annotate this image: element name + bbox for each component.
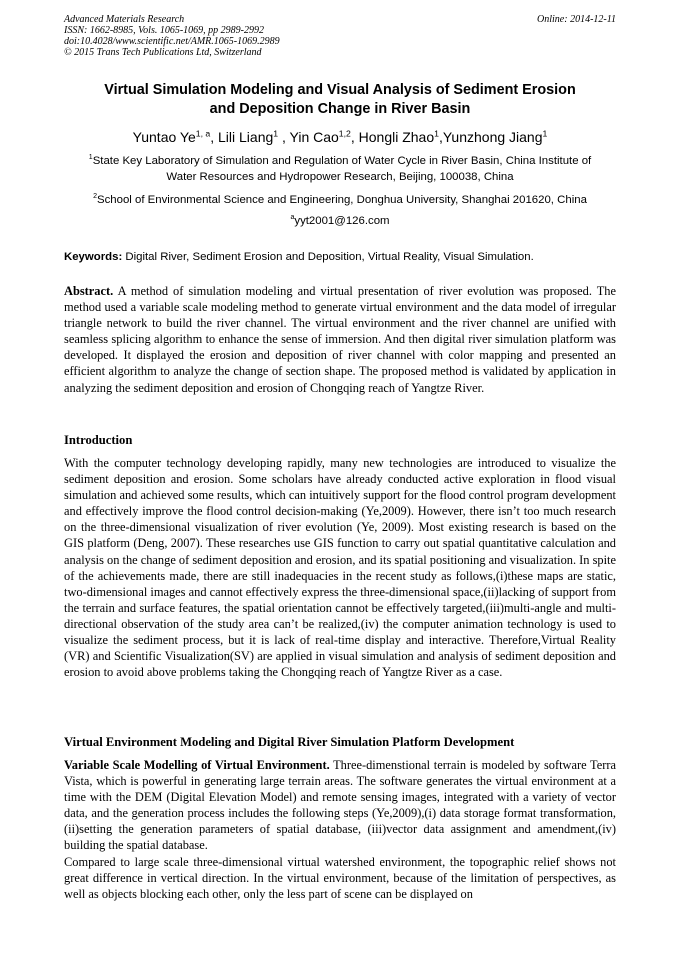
- journal-name: Advanced Materials Research: [64, 14, 185, 25]
- email-mark: a: [290, 214, 295, 222]
- author-name: , Hongli Zhao: [350, 129, 435, 145]
- author-affil-mark: 1: [434, 128, 439, 139]
- author-list: [64, 128, 616, 146]
- affil-mark: 2: [93, 193, 97, 201]
- abstract-text: A method of simulation modeling and virtual presentation of river evolution was proposed. The method used a variable scale modeling method to generate virtual environment and the data model of irregular triangle network to build the river channel. The virtual environment and the river channel are unified with seamless splicing algorithm to enhance the sense of immersion. And then digital river simulation platform was developed. It displayed the erosion and deposition of river channel with color mapping and presented an efficient algorithm to analyze the change of section shape. The proposed method is validated by application in analyzing the sediment deposition and erosion of Chongqing reach of Yangtze River.: [64, 284, 616, 395]
- author-affil-mark: 1: [273, 128, 279, 139]
- affil-mark: 1: [88, 154, 93, 162]
- affil-2-text: School of Environmental Science and Engineering, Donghua University, Shanghai 201620, China: [97, 194, 587, 206]
- journal-header: [64, 14, 616, 58]
- keywords: [64, 250, 616, 265]
- abstract: [64, 283, 616, 396]
- issn-line: ISSN: 1662-8985, Vols. 1065-1069, pp 2989-2992: [64, 25, 264, 36]
- author-affil-mark: 1, a: [195, 128, 211, 139]
- email-address: yyt2001@126.com: [294, 215, 390, 227]
- author-affil-mark: 1: [542, 128, 548, 139]
- online-date: Online: 2014-12-11: [537, 14, 616, 25]
- doi-line: doi:10.4028/www.scientific.net/AMR.1065-1069.2989: [64, 36, 280, 47]
- paper-title: [64, 81, 616, 119]
- author-name: ,Yunzhong Jiang: [438, 129, 543, 145]
- copyright-line: © 2015 Trans Tech Publications Ltd, Switzerland: [64, 47, 262, 58]
- section-2-para-1-text: Three-dimenstional terrain is modeled by software Terra Vista, which is powerful in generating large terrain areas. The software generates the virtual environment at a time with the DEM (Digital Elevation Model) and remote sensing images, integrated with a variety of vector data, and the generation process includes the following steps (Ye,2009),(i) data storage format transformation,(ii)setting the generation parameters of spatial database, (iii)vector data assignment and amendment,(iv) building the spatial database.: [64, 758, 616, 853]
- subsection-label: Variable Scale Modelling of Virtual Environment.: [64, 758, 330, 772]
- author-name: , Yin Cao: [278, 129, 339, 145]
- affil-1-line-1: State Key Laboratory of Simulation and Regulation of Water Cycle in River Basin, China Institute of: [92, 155, 592, 167]
- affiliation-1: [64, 153, 616, 185]
- affil-1-line-2: Water Resources and Hydropower Research, Beijing, 100038, China: [166, 171, 514, 183]
- author-email: [64, 213, 616, 229]
- section-2-paragraph-2: Compared to large scale three-dimensional virtual watershed environment, the topographic relief shows not great difference in vertical direction. In the virtual environment, because of the limitation of perspectives, as well as objects blocking each other, only the less part of scene can be displayed on: [64, 855, 616, 902]
- keywords-label: Keywords:: [64, 251, 123, 263]
- title-line-2: and Deposition Change in River Basin: [209, 101, 471, 117]
- title-line-1: Virtual Simulation Modeling and Visual Analysis of Sediment Erosion: [104, 82, 576, 98]
- keywords-text: Digital River, Sediment Erosion and Deposition, Virtual Reality, Visual Simulation.: [122, 251, 534, 263]
- author-name: Yuntao Ye: [132, 129, 196, 145]
- abstract-label: Abstract.: [64, 284, 114, 298]
- section-2-paragraph-1: [64, 757, 616, 854]
- author-name: , Lili Liang: [210, 129, 274, 145]
- introduction-paragraph: With the computer technology developing rapidly, many new technologies are introduced to visualize the sediment deposition and erosion. Some scholars have already conducted active exploration in flood visual simulation and achieved some results, which can intuitively support for the flood control program development and effectively improve the flood control decision-making (Ye,2009). However, there isn’t too much research on the three-dimensional visualization of river evolution (Ye, 2009). Most existing research is based on the GIS platform (Deng, 2007). These researches use GIS function to carry out spatial quantitative calculation and analysis on the change of sediment deposition and erosion, and its spatial positioning and visualization. In spite of the achievements made, there are still inadequacies in the recent study as follows,(i)these maps are static, two-dimensional images and cannot effectively express the three-dimensional space,(ii)lacking of support from the terrain and surface features, the spatial orientation cannot be effectively targeted,(iii)multi-angle and multi-directional observation of the study area can’t be realized,(iv) the computer animation technology is used to visualize the sediment process, but it is lack of real-time display and interactive. Therefore,Virtual Reality (VR) and Scientific Visualization(SV) are applied in visual simulation and analysis of sediment deposition and erosion to avoid above problems taking the Chongqing reach of Yangtze River as a case.: [64, 456, 616, 680]
- affiliation-2: [64, 192, 616, 208]
- section-2-heading: Virtual Environment Modeling and Digital River Simulation Platform Development: [64, 735, 515, 749]
- author-affil-mark: 1,2: [338, 128, 351, 139]
- introduction-heading: Introduction: [64, 433, 133, 447]
